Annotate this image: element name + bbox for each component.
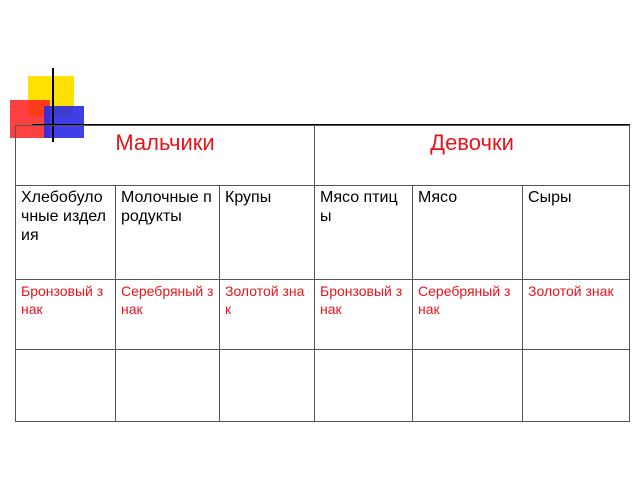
award-bakery: Бронзовый знак (16, 280, 116, 350)
category-meat: Мясо (413, 186, 523, 280)
group-header-row (16, 126, 630, 186)
empty-cell (116, 350, 220, 422)
award-meat: Серебряный знак (413, 280, 523, 350)
empty-cell (523, 350, 630, 422)
award-cheese: Золотой знак (523, 280, 630, 350)
category-cereals: Крупы (220, 186, 315, 280)
award-cereals: Золотой знак (220, 280, 315, 350)
award-row (16, 280, 630, 350)
group-boys: Мальчики (16, 126, 315, 186)
group-girls: Девочки (315, 126, 630, 186)
category-row (16, 186, 630, 280)
award-dairy: Серебряный знак (116, 280, 220, 350)
category-cheese: Сыры (523, 186, 630, 280)
category-bakery: Хлебобулочные изделия (16, 186, 116, 280)
empty-cell (220, 350, 315, 422)
awards-table (15, 125, 630, 422)
award-poultry: Бронзовый знак (315, 280, 413, 350)
empty-cell (315, 350, 413, 422)
empty-row (16, 350, 630, 422)
category-poultry: Мясо птицы (315, 186, 413, 280)
empty-cell (16, 350, 116, 422)
category-dairy: Молочные продукты (116, 186, 220, 280)
empty-cell (413, 350, 523, 422)
